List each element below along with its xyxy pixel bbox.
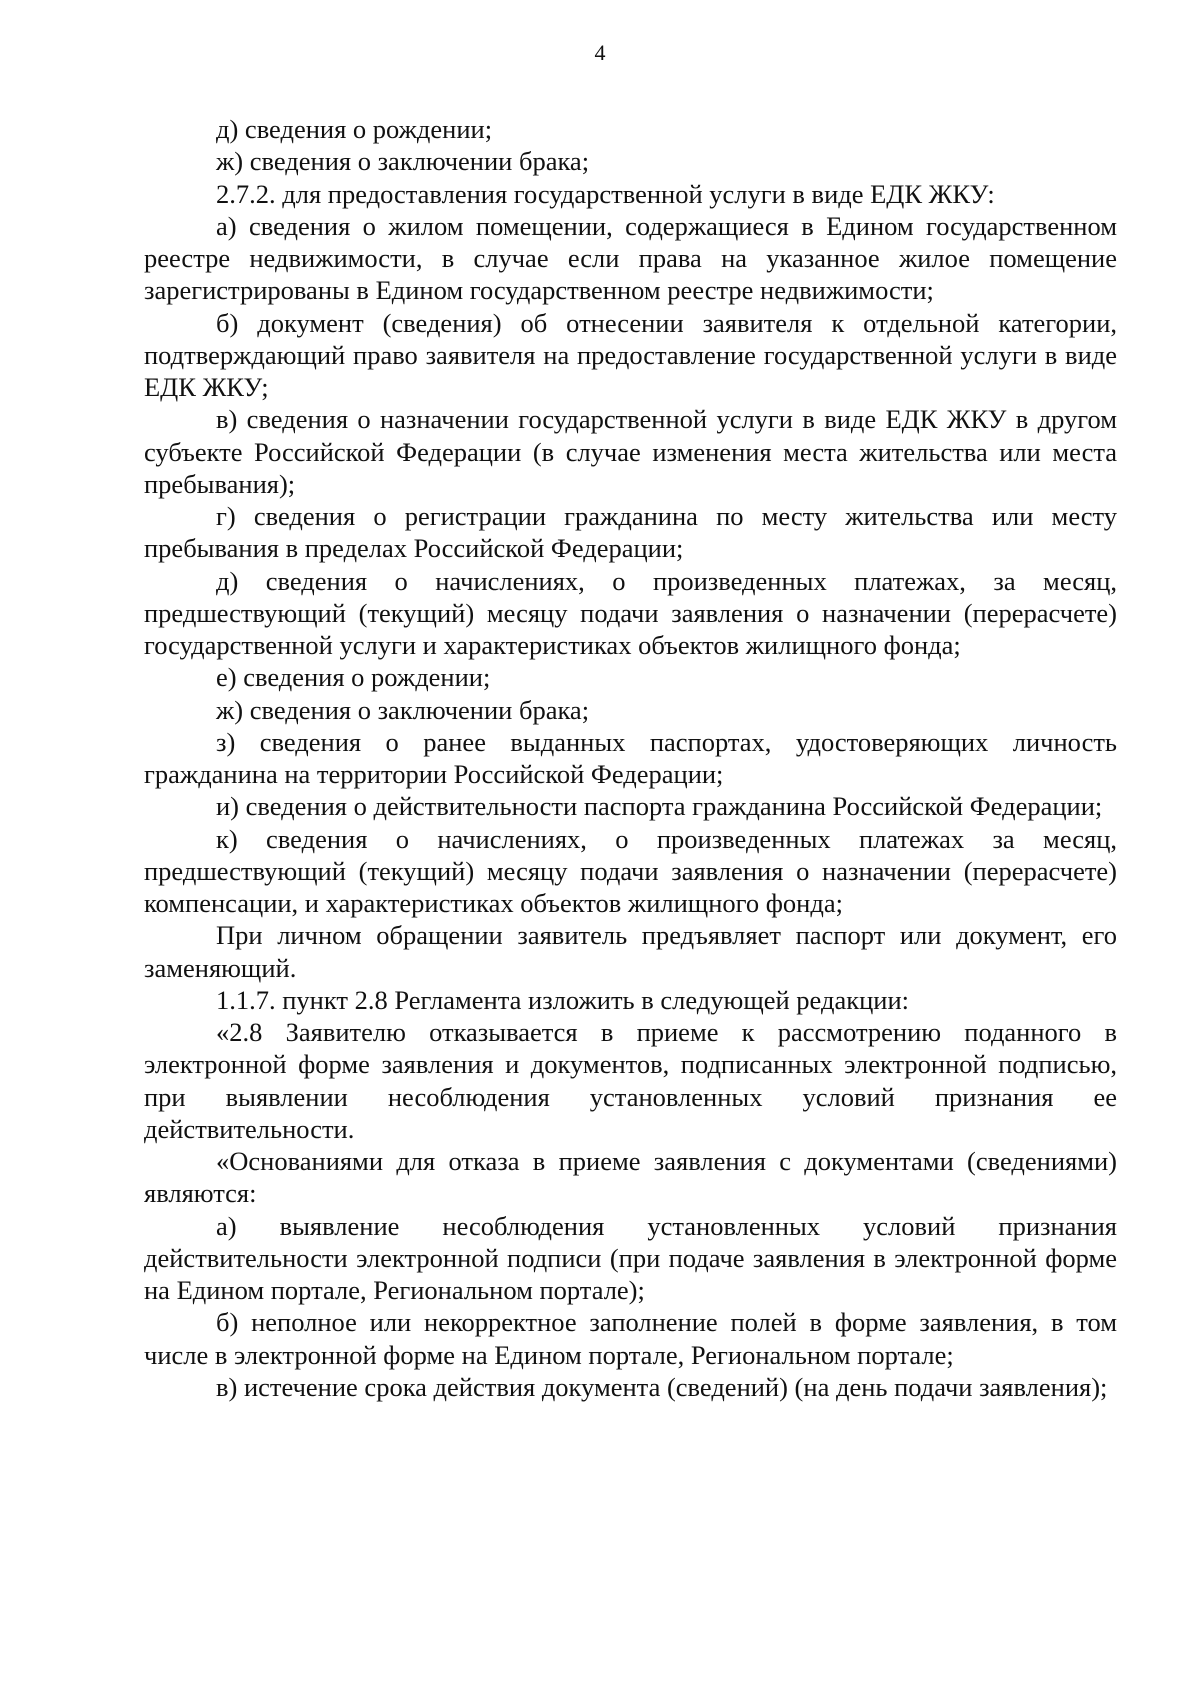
- paragraph-z-passports: з) сведения о ранее выданных паспортах, удостоверяющих личность гражданина на территории Российской Федерации;: [144, 726, 1117, 789]
- paragraph-1-1-7: 1.1.7. пункт 2.8 Регламента изложить в следующей редакции:: [216, 984, 909, 1015]
- paragraph-refusal-b: б) неполное или некорректное заполнение полей в форме заявления, в том числе в электронной форме на Едином портале, Региональном портале;: [144, 1307, 1117, 1370]
- paragraph-grounds: «Основаниями для отказа в приеме заявления с документами (сведениями) являются:: [144, 1146, 1117, 1209]
- paragraph-2-7-2: 2.7.2. для предоставления государственной услуги в виде ЕДК ЖКУ:: [216, 178, 995, 209]
- paragraph-d-charges: д) сведения о начислениях, о произведенных платежах, за месяц, предшествующий (текущий) месяцу подачи заявления о назначении (перерасчете) государственной услуги и характеристиках объектов жилищного фонда;: [144, 565, 1117, 660]
- paragraph-zh-marriage: ж) сведения о заключении брака;: [216, 146, 590, 177]
- paragraph-g-registration: г) сведения о регистрации гражданина по месту жительства или месту пребывания в пределах Российской Федерации;: [144, 501, 1117, 564]
- paragraph-a-housing: а) сведения о жилом помещении, содержащиеся в Едином государственном реестре недвижимости, в случае если права на указанное жилое помещение зарегистрированы в Едином государственном реестре недвижимости;: [144, 210, 1117, 306]
- paragraph-v-other-region: в) сведения о назначении государственной услуги в виде ЕДК ЖКУ в другом субъекте Российской Федерации (в случае изменения места жительства или места пребывания);: [144, 404, 1117, 499]
- paragraph-zh-marriage-2: ж) сведения о заключении брака;: [216, 694, 590, 725]
- document-body: [144, 113, 1117, 1403]
- page-number: 4: [594, 40, 606, 65]
- paragraph-d-birth: д) сведения о рождении;: [216, 114, 493, 144]
- paragraph-refusal-a: а) выявление несоблюдения установленных условий признания действительности электронной подписи (при подаче заявления в электронной форме на Едином портале, Региональном портале);: [144, 1210, 1117, 1305]
- paragraph-refusal-v: в) истечение срока действия документа (сведений) (на день подачи заявления);: [216, 1371, 1108, 1402]
- paragraph-b-category: б) документ (сведения) об отнесении заявителя к отдельной категории, подтверждающий право заявителя на предоставление государственной услуги в виде ЕДК ЖКУ;: [144, 307, 1117, 402]
- paragraph-k-charges: к) сведения о начислениях, о произведенных платежах за месяц, предшествующий (текущий) месяцу подачи заявления о назначении (перерасчете) компенсации, и характеристиках объектов жилищного фонда;: [144, 823, 1117, 918]
- paragraph-personal-visit: При личном обращении заявитель предъявляет паспорт или документ, его заменяющий.: [144, 920, 1117, 983]
- paragraph-e-birth: е) сведения о рождении;: [216, 662, 491, 693]
- paragraph-i-passport-validity: и) сведения о действительности паспорта гражданина Российской Федерации;: [216, 791, 1103, 822]
- paragraph-2-8: «2.8 Заявителю отказывается в приеме к рассмотрению поданного в электронной форме заявления и документов, подписанных электронной подписью, при выявлении несоблюдения установленных условий признания ее действительности.: [144, 1017, 1117, 1144]
